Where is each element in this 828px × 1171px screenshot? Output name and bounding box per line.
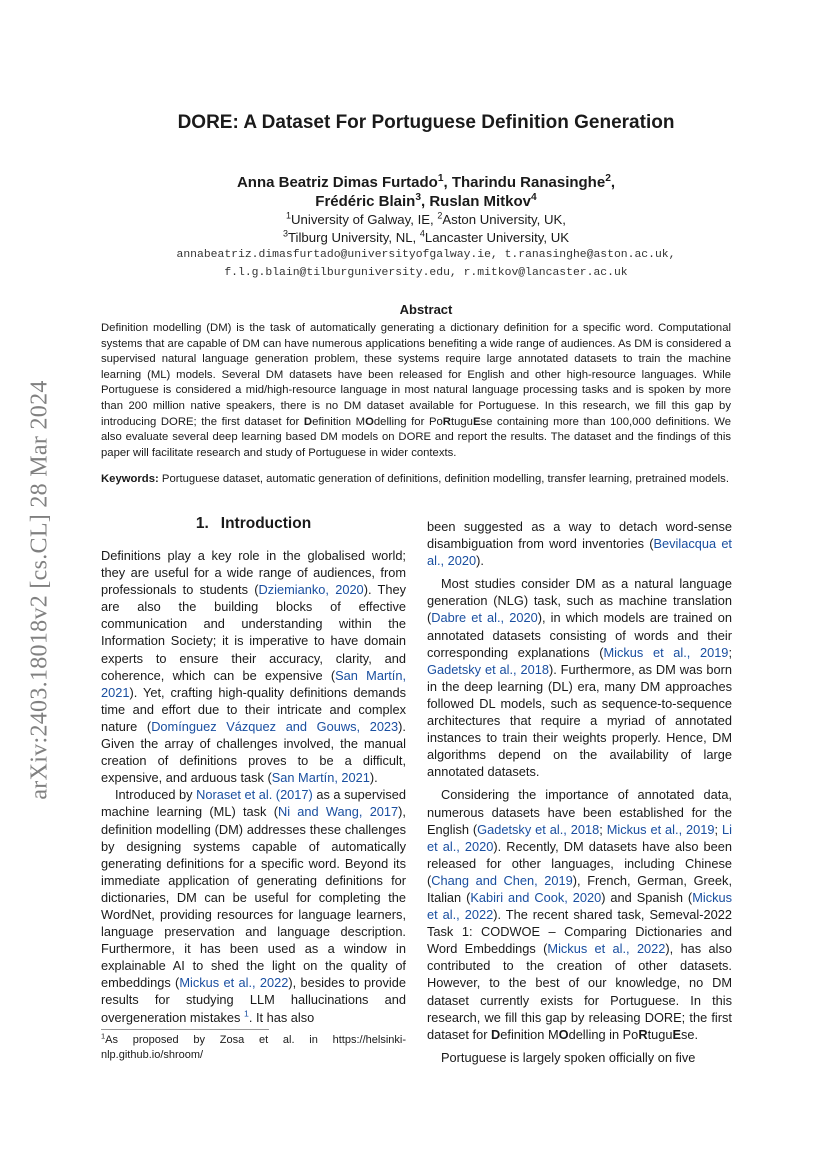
acronym-text: delling for Po: [373, 415, 443, 428]
citation-link[interactable]: Chang and Chen, 2019: [431, 872, 573, 888]
paragraph: been suggested as a way to detach word-sense disambiguation from word inventories (Bevilacqua et al., 2020).: [427, 519, 732, 569]
citation-link[interactable]: Mickus et al., 2022: [547, 941, 666, 957]
citation-link[interactable]: Mickus et al., 2022: [427, 889, 733, 923]
citation-link[interactable]: Noraset et al. (2017): [196, 787, 313, 803]
citation-link[interactable]: Mickus et al., 2022: [179, 975, 289, 991]
acronym-text: efinition M: [312, 415, 366, 428]
email-link[interactable]: r.mitkov@lancaster.ac.uk: [463, 267, 628, 279]
citation-link[interactable]: Mickus et al., 2019: [603, 644, 729, 660]
acronym-expansion: [304, 416, 493, 428]
paragraph: Introduced by Noraset et al. (2017) as a supervised machine learning (ML) task (Ni and Wang, 2017), definition modelling (DM) addresses these challenges by designing systems capable of automatically generating definitions for a specific word. Beyond its immediate application of generating definitions for dictionaries, DM can be useful for completing the WordNet, providing resources for language learners, language preservation and language description. Furthermore, it has been used as a window in explainable AI to shed the light on the quality of embeddings (Mickus et al., 2022), besides to provide results for studying LLM hallucinations and overgeneration mistakes $^1$. It has also: [101, 787, 406, 1025]
bold-letter: O: [365, 415, 374, 428]
paragraph: Portuguese is largely spoken officially on five: [441, 1049, 696, 1065]
abstract-body: Definition modelling (DM) is the task of automatically generating a dictionary definition for a specific word. Computational systems that are capable of DM can have numerous applications benefiting a wide range of audiences. As DM is considered a supervised natural language generation problem, these systems require large annotated datasets to train the machine learning (ML) models. Several DM datasets have been released for English and other high-resource languages. While Portuguese is considered a mid/high-resource language in most natural language processing tasks and is spoken by more than 200 million native speakers, there is no DM dataset available for Portuguese. In this research, we fill this gap by introducing DORE; the first dataset for Definition MOdelling for PoRtuguEse containing more than 100,000 definitions. We also evaluate several deep learning based DM models on DORE and report the results. The dataset and the findings of this paper will facilitate research and study of Portuguese in wider contexts.: [101, 322, 731, 459]
author: Frédéric Blain$^3$,: [315, 192, 430, 210]
email-link[interactable]: f.l.g.blain@tilburguniversity.edu: [224, 267, 450, 279]
author-emails: annabeatriz.dimasfurtado@universityofgalway.ie, t.ranasinghe@aston.ac.uk, f.l.g.blain@tilburguniversity.edu, r.mitkov@lancaster.ac.uk: [176, 249, 676, 279]
citation-link[interactable]: Gadetsky et al., 2018: [427, 661, 549, 677]
citation-link[interactable]: Bevilacqua et al., 2020: [427, 536, 732, 569]
citation-link[interactable]: Dabre et al., 2020: [431, 610, 538, 626]
citation-link[interactable]: Gadetsky et al., 2018: [477, 821, 600, 837]
citation-link[interactable]: 1: [243, 1008, 249, 1019]
author-list: [60, 173, 792, 211]
citation-link[interactable]: Dziemianko, 2020: [258, 582, 364, 598]
section-number: 1.: [195, 515, 209, 532]
paragraph: Most studies consider DM as a natural language generation (NLG) task, such as machine translation (Dabre et al., 2020), in which models are trained on annotated datasets consisting of words and their corresponding explanations (Mickus et al., 2019; Gadetsky et al., 2018). Furthermore, as DM was born in the deep learning (DL) era, many DM approaches followed DL models, such as sequence-to-sequence architectures that require a myriad of annotated instances to train their weights properly. Hence, DM algorithms depend on the availability of large annotated datasets.: [427, 576, 732, 780]
section-heading: [101, 515, 406, 533]
left-column: [101, 547, 406, 1026]
bold-letter: E: [472, 415, 481, 428]
citation-link[interactable]: San Martín, 2021: [101, 667, 407, 700]
citation-link[interactable]: Ni and Wang, 2017: [277, 804, 399, 820]
author: Anna Beatriz Dimas Furtado$^1$,: [236, 173, 452, 191]
affiliations: $^1$University of Galway, IE, $^2$Aston University, UK, $^3$Tilburg University, NL, $^4$Lancaster University, UK: [282, 210, 570, 245]
bold-letter: R: [442, 415, 451, 428]
citation-link[interactable]: San Martín, 2021: [271, 770, 370, 786]
right-column: [427, 518, 732, 1066]
email-link[interactable]: t.ranasinghe@aston.ac.uk: [504, 249, 669, 261]
paragraph: Definitions play a key role in the globalised world; they are useful for a wide range of audiences, from professionals to students (Dziemianko, 2020). They are also the building blocks of effective communication and understanding within the Information Society; it is imperative to have domain experts to ensure their accuracy, clarity, and coherence, which can be expensive (San Martín, 2021). Yet, crafting high-quality definitions demands time and effort due to their intricate and complex nature (Domínguez Vázquez and Gouws, 2023). Given the array of challenges involved, the manual creation of definitions proves to be a difficult, expensive, and arduous task (San Martín, 2021).: [101, 548, 407, 786]
citation-link[interactable]: Li et al., 2020: [427, 821, 732, 854]
keywords: [101, 472, 731, 488]
paper-title: DORE: A Dataset For Portuguese Definition Generation: [177, 112, 675, 133]
bold-letter: O: [558, 1026, 569, 1042]
footnote: $^1$As proposed by Zosa et al. in https://helsinki-nlp.github.io/shroom/: [101, 1031, 406, 1061]
author: Tharindu Ranasinghe$^2$,: [451, 173, 616, 191]
paragraph: Considering the importance of annotated data, numerous datasets have been established for the English (Gadetsky et al., 2018; Mickus et al., 2019; Li et al., 2020). Recently, DM datasets have also been released for other languages, including Chinese (Chang and Chen, 2019), French, German, Greek, Italian (Kabiri and Cook, 2020) and Spanish (Mickus et al., 2022). The recent shared task, Semeval-2022 Task 1: CODWOE – Comparing Dictionaries and Word Embeddings (Mickus et al., 2022), has also contributed to the creation of other datasets. However, to the best of our knowledge, no DM dataset currently exists for Portuguese. In this research, we fill this gap by releasing DORE; the first dataset for Definition MOdelling in PoRtuguEse.: [427, 787, 733, 1042]
keywords-label: Keywords:: [101, 473, 159, 485]
acronym-text: tugu: [450, 415, 473, 428]
keywords-text: Portuguese dataset, automatic generation of definitions, definition modelling, transfer learning, pretrained models.: [158, 473, 729, 485]
acronym-text: se: [480, 415, 493, 428]
abstract-heading: Abstract: [399, 302, 453, 317]
bold-letter: D: [303, 415, 313, 428]
arxiv-stamp: [16, 330, 64, 850]
citation-link[interactable]: Mickus et al., 2019: [606, 821, 715, 837]
arxiv-identifier: arXiv:2403.18018v2 [cs.CL] 28 Mar 2024: [26, 380, 53, 800]
author: Ruslan Mitkov$^4$: [429, 192, 537, 210]
citation-link[interactable]: Kabiri and Cook, 2020: [470, 889, 602, 905]
bold-letter: E: [672, 1026, 682, 1042]
citation-link[interactable]: Domínguez Vázquez and Gouws, 2023: [151, 718, 399, 734]
section-title: Introduction: [220, 515, 312, 532]
bold-letter: R: [638, 1026, 648, 1042]
footnote-rule: [101, 1029, 269, 1030]
email-link[interactable]: annabeatriz.dimasfurtado@universityofgalway.ie: [176, 249, 491, 261]
bold-letter: D: [491, 1026, 501, 1042]
